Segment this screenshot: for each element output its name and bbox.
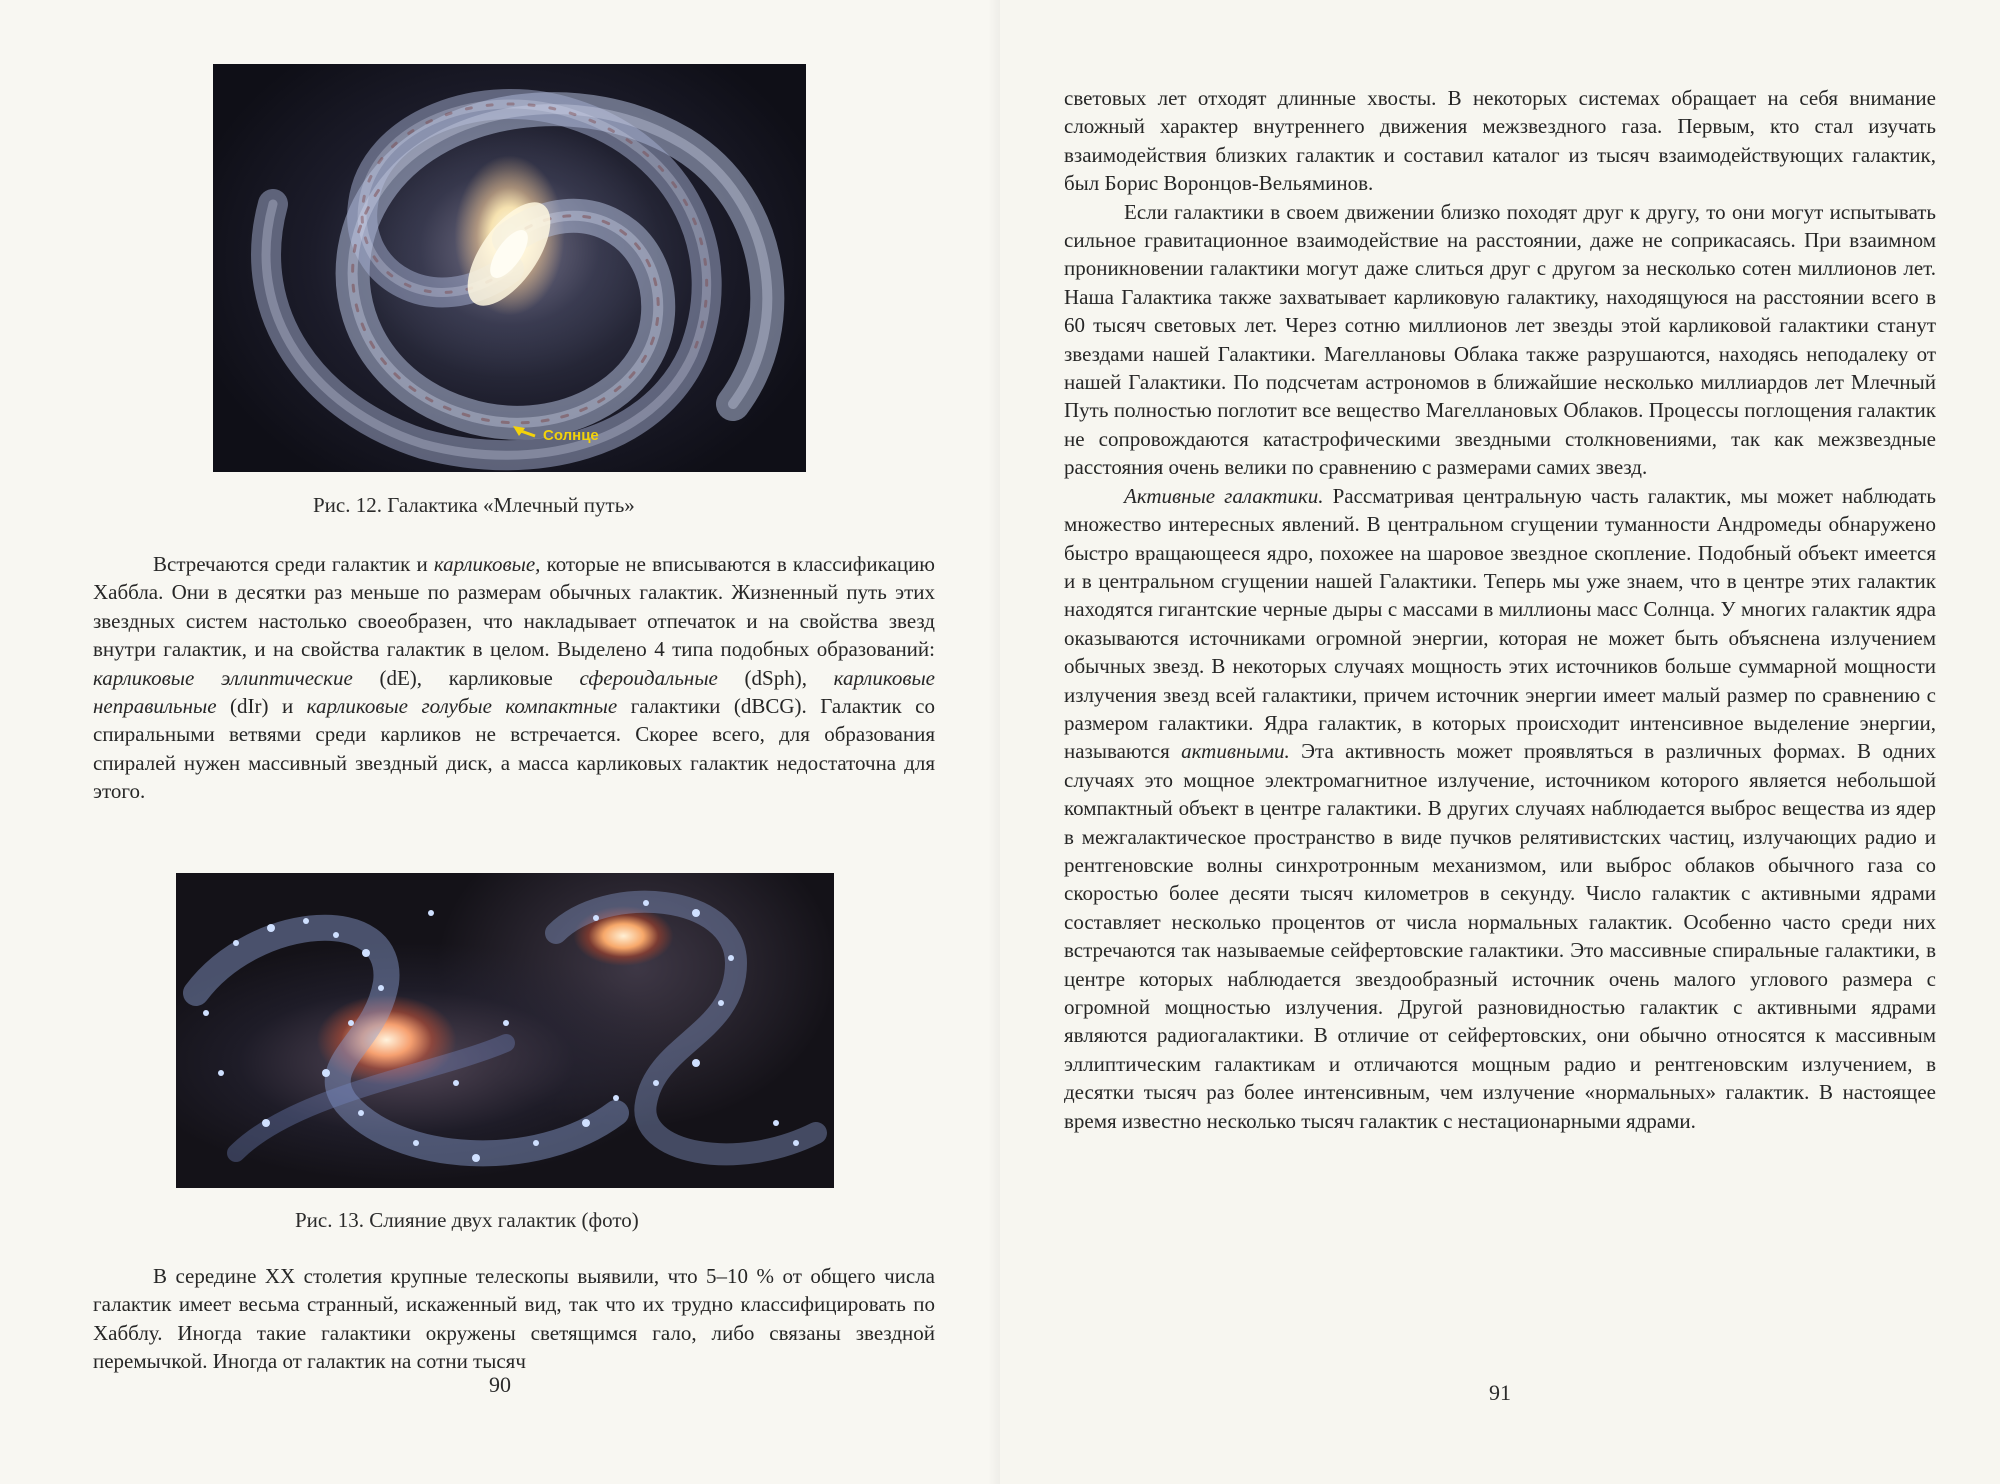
spiral-arms-graphic — [213, 64, 806, 472]
right-paragraph-1: световых лет отходят длинные хвосты. В некоторых системах обращает на себя внимание сложный характер внутреннего движения межзвездного газа. Первым, кто стал изучать взаимодействия близких галактик и составил каталог из тысяч взаимодействующих галактик, был Борис Воронцов-Вельяминов. — [1064, 86, 1936, 196]
right-text-column — [1064, 84, 1936, 1135]
right-paragraph-2: Если галактики в своем движении близко походят друг к другу, то они могут испытывать сильное гравитационное взаимодействие на расстоянии, даже не соприкасаясь. При взаимном проникновении галактики могут даже слиться друг с другом за несколько сотен миллионов лет. Наша Галактика также захватывает карликовую галактику, находящуюся на расстоянии всего в 60 тысяч световых лет. Через сотню миллионов лет звезды этой карликовой галактики станут звездами нашей Галактики. Магеллановы Облака также разрушаются, находясь неподалеку от нашей Галактики. По подсчетам астрономов в ближайшие несколько миллиардов лет Млечный Путь полностью поглотит все вещество Магеллановых Облаков. Процессы поглощения галактик не сопровождаются катастрофическими звездными столкновениями, так как межзвездные расстояния очень велики по сравнению с размерами самих звезд. — [1064, 199, 1936, 480]
right-page — [1000, 0, 2000, 1484]
left-paragraph-2: В середине XX столетия крупные телескопы выявили, что 5–10 % от общего числа галактик имеет весьма странный, искаженный вид, так что их трудно классифицировать по Хабблу. Иногда такие галактики окружены светящимся гало, либо связаны звездной перемычкой. Иногда от галактик на сотни тысяч — [93, 1264, 935, 1374]
galaxy-merger-image — [176, 873, 834, 1188]
figure-13-caption: Рис. 13. Слияние двух галактик (фото) — [295, 1208, 639, 1232]
sun-label: Солнце — [543, 427, 599, 444]
page-number-right: 91 — [1489, 1380, 1511, 1405]
merger-graphic — [176, 873, 834, 1188]
milky-way-image — [213, 64, 806, 472]
left-paragraph-1: Встречаются среди галактик и карликовые, которые не вписываются в классификацию Хаббла. Они в десятки раз меньше по размерам обычных галактик. Жизненный путь этих звездных систем настолько своеобразен, что накладывает отпечаток и на свойства звезд внутри галактик, и на свойства галактик в целом. Выделено 4 типа подобных образований: карликовые эллиптические (dE), карликовые сфероидальные (dSph), карликовые неправильные (dIr) и карликовые голубые компактные галактики (dBCG). Галактик со спиральными ветвями среди карликов не встречается. Скорее всего, для образования спиралей нужен массивный звездный диск, а масса карликовых галактик недостаточна для этого. — [93, 552, 935, 804]
page-number-left: 90 — [489, 1372, 511, 1397]
figure-12-caption: Рис. 12. Галактика «Млечный путь» — [313, 493, 635, 517]
right-paragraph-3: Активные галактики. Рассматривая центральную часть галактик, мы может наблюдать множество интересных явлений. В центральном сгущении туманности Андромеды обнаружено быстро вращающееся ядро, похожее на шаровое звездное скопление. Подобный объект имеется и в центральном сгущении нашей Галактики. Теперь мы уже знаем, что в центре этих галактик находятся гигантские черные дыры с массами в миллионы масс Солнца. У многих галактик ядра оказываются источниками огромной энергии, которая не может быть объяснена излучением обычных звезд. В некоторых случаях мощность этих источников больше суммарной мощности излучения звезд всей галактики, причем источник энергии имеет малый размер по сравнению с размером галактики. Ядра галактик, в которых происходит интенсивное выделение энергии, называются активными. Эта активность может проявляться в различных формах. В одних случаях это мощное электромагнитное излучение, источником которого является небольшой компактный объект в центре галактики. В других случаях наблюдается выброс вещества из ядер в межгалактическое пространство в виде пучков релятивистских частиц, излучающих радио и рентгеновские волны синхротронным механизмом, или выброс облаков обычного газа со скоростью более десяти тысяч километров в секунду. Число галактик с активными ядрами составляет несколько процентов от числа нормальных галактик. Особенно часто среди них встречаются так называемые сейфертовские галактики. Это массивные спиральные галактики, в центре которых наблюдается звездообразный источник очень малого углового размера с огромной мощностью излучения. Другой разновидностью галактик с активными ядрами являются радиогалактики. В отличие от сейфертовских, они обычно относятся к массивным эллиптическим галактикам и отличаются мощным радио и рентгеновским излучением, в десятки тысяч раз более интенсивным, чем излучение «нормальных» галактик. В настоящее время известно несколько тысяч галактик с нестационарными ядрами. — [1064, 483, 1937, 1133]
